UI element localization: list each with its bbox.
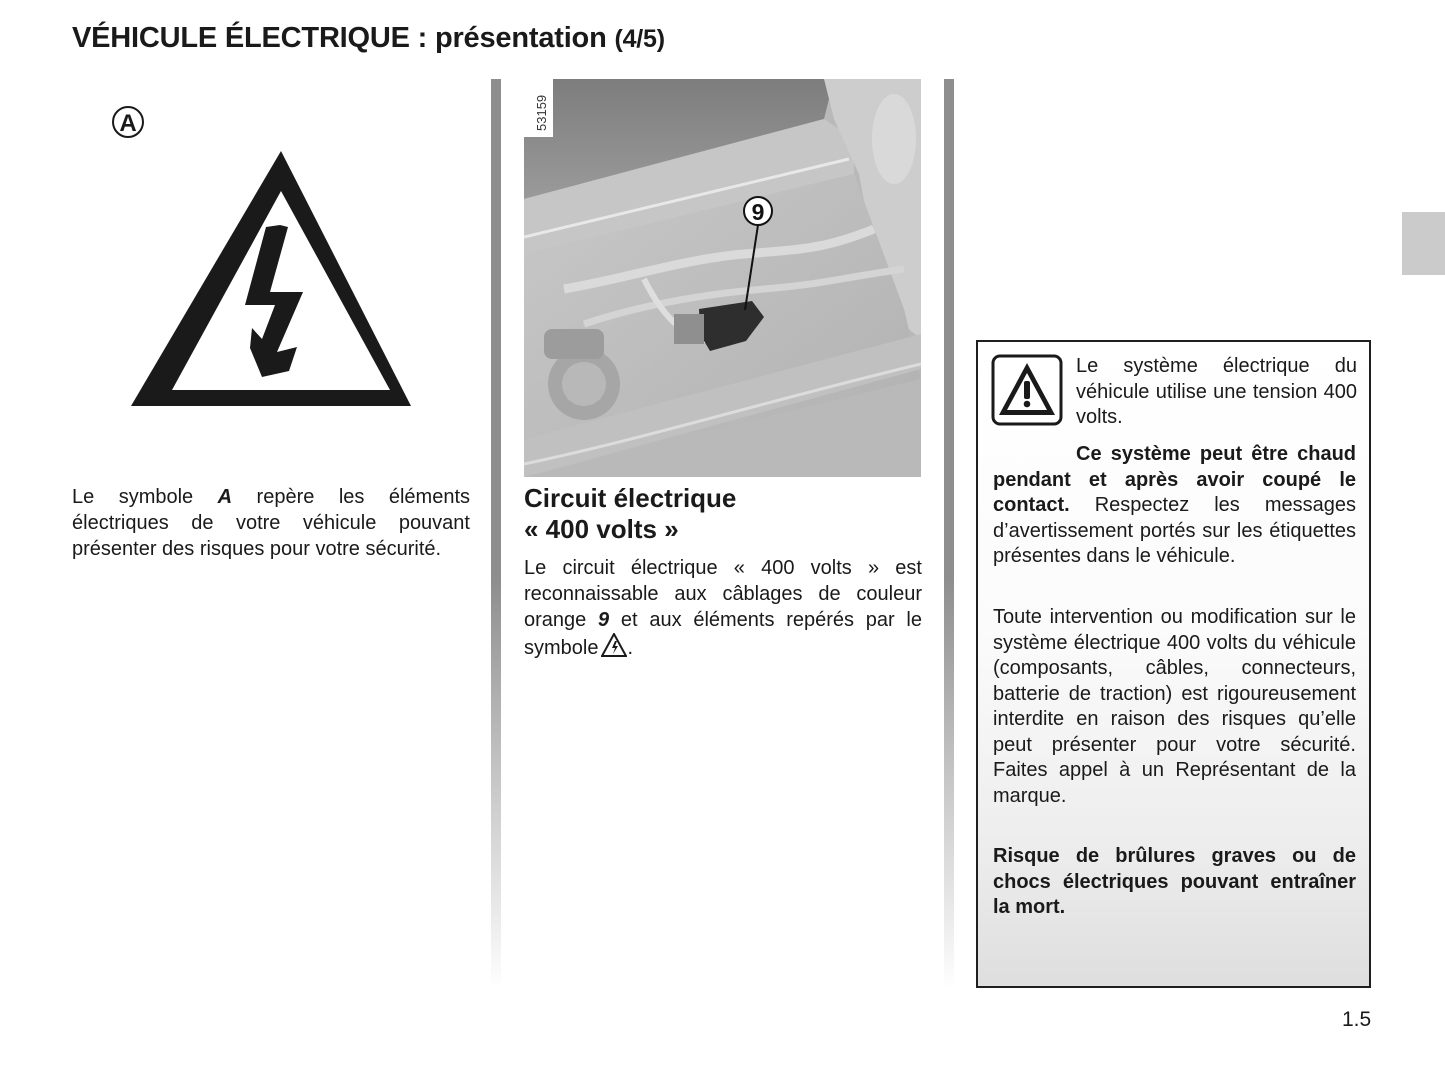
engine-compartment-photo <box>524 79 921 477</box>
figure-ref-number: 53159 <box>534 94 549 131</box>
page-number: 1.5 <box>1342 1008 1372 1031</box>
column-divider-right <box>944 79 954 989</box>
engine-illustration <box>524 79 921 477</box>
section-title-line1: Circuit électrique <box>524 483 737 513</box>
text-run: . <box>627 637 634 659</box>
warning-text-prohibited: Toute intervention ou modification sur le système électrique 400 volts du véhicule (composants, câbles, connecteurs, batterie de traction) est rigoureusement interdite en raison des risques qu’elle peut présenter pour votre sécurité. Faites appel à un Représentant de la marque. <box>993 606 1356 807</box>
warning-text-voltage: Le système électrique du véhicule utilise une tension 400 volts. <box>1076 355 1357 428</box>
section-title <box>524 483 924 545</box>
text-run: Le circuit électrique « 400 volts » est reconnaissable aux câblages de couleur orange <box>524 557 922 631</box>
svg-text:A: A <box>119 110 137 137</box>
callout-ref-9: 9 <box>598 609 610 631</box>
symbol-a-ref: A <box>217 486 233 508</box>
page-title-suffix: (4/5) <box>614 25 665 53</box>
high-voltage-inline-icon <box>601 633 627 664</box>
warning-text-hot <box>993 442 1356 570</box>
text-run: et aux éléments repérés par le symbole <box>524 609 922 659</box>
circuit-description <box>524 555 922 664</box>
page-title-main: VÉHICULE ÉLECTRIQUE : présentation <box>72 22 607 54</box>
text-run: Respectez les messages d’avertissement portés sur les étiquettes présentes dans le véhicule. <box>993 494 1356 567</box>
symbol-a-description <box>72 484 470 562</box>
page-title <box>72 22 665 55</box>
column-divider-left <box>491 79 501 989</box>
chapter-thumb-tab <box>1402 212 1445 275</box>
text-run: repère les éléments électriques de votre véhicule pouvant présenter des risques pour votre sécurité. <box>72 486 470 560</box>
warning-exclamation-icon <box>991 354 1063 426</box>
warning-text-hot-bold: Ce système peut être chaud pendant et après avoir coupé le contact. <box>993 443 1356 516</box>
warning-box <box>976 340 1371 988</box>
figure-symbol-a <box>100 80 480 425</box>
section-title-line2: « 400 volts » <box>524 514 679 544</box>
callout-9: 9 <box>751 199 765 225</box>
warning-text-danger: Risque de brûlures graves ou de chocs électriques pouvant entraîner la mort. <box>993 845 1356 918</box>
text-run: Le symbole <box>72 486 218 508</box>
high-voltage-triangle-icon <box>100 80 480 425</box>
